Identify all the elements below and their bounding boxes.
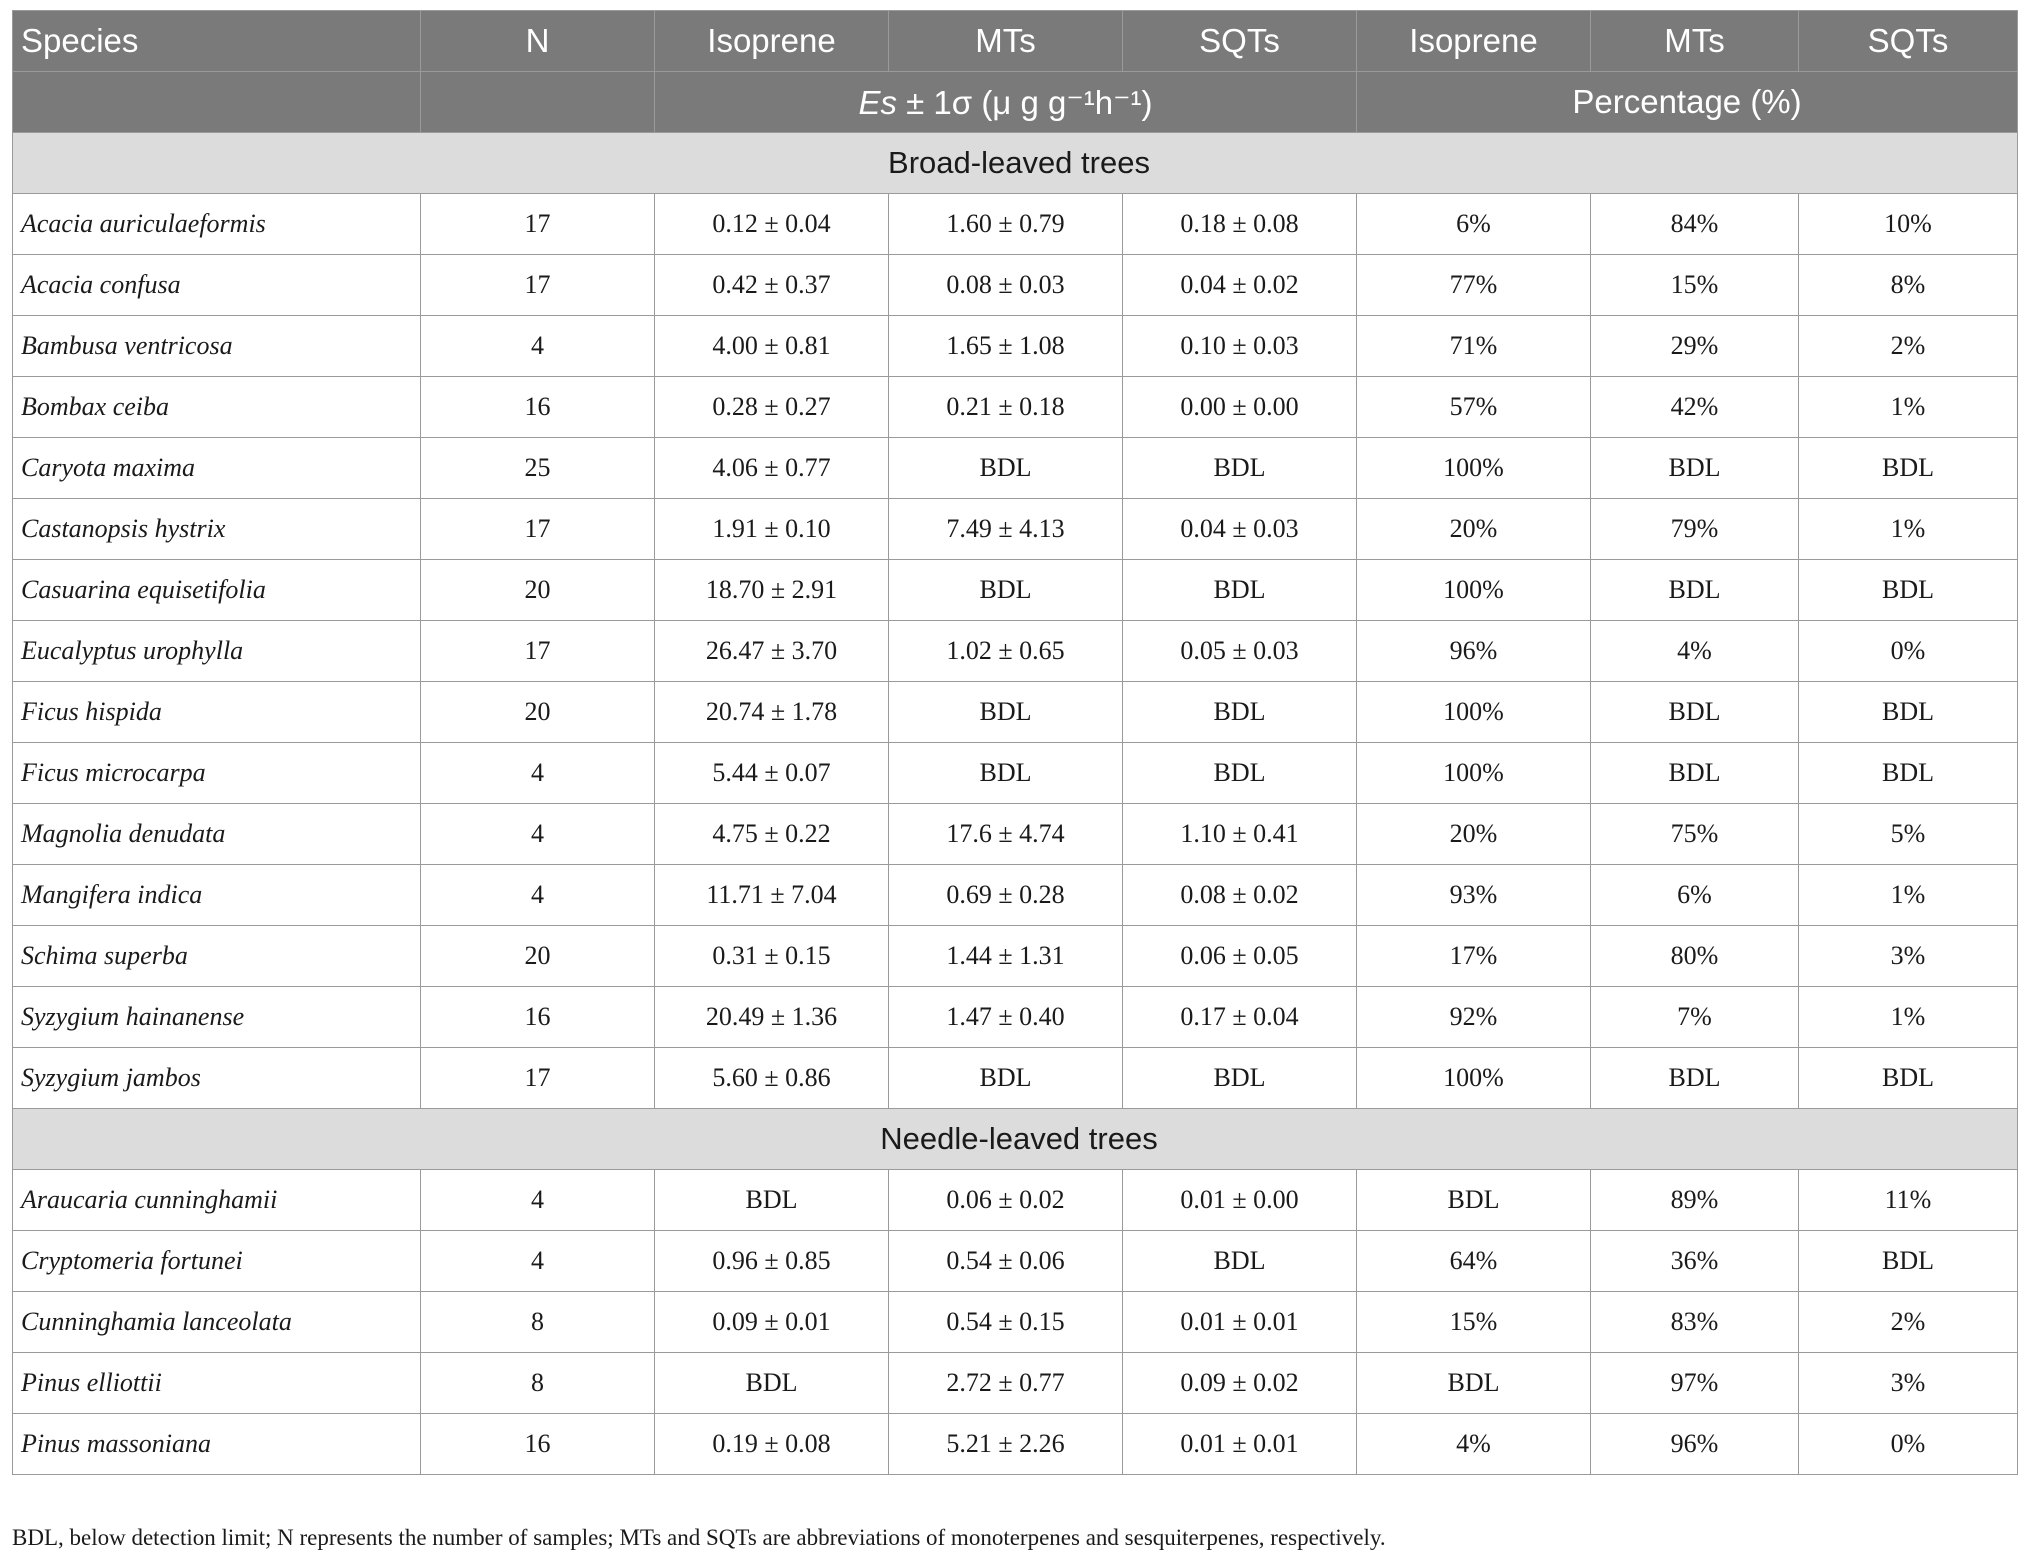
header-row-1	[13, 11, 2018, 72]
n-cell: 8	[421, 1353, 655, 1414]
n-cell: 20	[421, 926, 655, 987]
species-cell: Cunninghamia lanceolata	[13, 1292, 421, 1353]
isoprene-es-cell: 0.96 ± 0.85	[655, 1231, 889, 1292]
sqts-es-cell: 0.09 ± 0.02	[1123, 1353, 1357, 1414]
isoprene-es-cell: 20.74 ± 1.78	[655, 682, 889, 743]
isoprene-pct-cell: 20%	[1357, 499, 1591, 560]
mts-es-cell: BDL	[889, 560, 1123, 621]
sqts-es-cell: 0.01 ± 0.00	[1123, 1170, 1357, 1231]
isoprene-pct-cell: 4%	[1357, 1414, 1591, 1475]
mts-pct-cell: BDL	[1591, 438, 1799, 499]
sqts-es-cell: BDL	[1123, 743, 1357, 804]
isoprene-es-cell: 0.42 ± 0.37	[655, 255, 889, 316]
sqts-es-cell: 0.17 ± 0.04	[1123, 987, 1357, 1048]
isoprene-pct-cell: 71%	[1357, 316, 1591, 377]
sqts-pct-cell: 5%	[1799, 804, 2018, 865]
header-sqts: SQTs	[1123, 11, 1357, 72]
species-cell: Magnolia denudata	[13, 804, 421, 865]
mts-es-cell: 5.21 ± 2.26	[889, 1414, 1123, 1475]
species-cell: Castanopsis hystrix	[13, 499, 421, 560]
isoprene-pct-cell: 93%	[1357, 865, 1591, 926]
mts-es-cell: BDL	[889, 743, 1123, 804]
n-cell: 17	[421, 499, 655, 560]
mts-es-cell: 17.6 ± 4.74	[889, 804, 1123, 865]
species-cell: Cryptomeria fortunei	[13, 1231, 421, 1292]
sqts-es-cell: 0.04 ± 0.03	[1123, 499, 1357, 560]
sqts-pct-cell: BDL	[1799, 1048, 2018, 1109]
group-row	[13, 1109, 2018, 1170]
sqts-pct-cell: BDL	[1799, 1231, 2018, 1292]
table-row	[13, 865, 2018, 926]
isoprene-pct-cell: BDL	[1357, 1170, 1591, 1231]
table-row	[13, 1048, 2018, 1109]
table-row	[13, 377, 2018, 438]
sqts-es-cell: 0.10 ± 0.03	[1123, 316, 1357, 377]
mts-pct-cell: 79%	[1591, 499, 1799, 560]
sqts-es-cell: BDL	[1123, 438, 1357, 499]
sqts-es-cell: 0.05 ± 0.03	[1123, 621, 1357, 682]
header-isoprene: Isoprene	[655, 11, 889, 72]
mts-pct-cell: BDL	[1591, 560, 1799, 621]
mts-pct-cell: 42%	[1591, 377, 1799, 438]
sqts-es-cell: 0.01 ± 0.01	[1123, 1292, 1357, 1353]
table-row	[13, 1231, 2018, 1292]
isoprene-pct-cell: 20%	[1357, 804, 1591, 865]
n-cell: 17	[421, 621, 655, 682]
sqts-pct-cell: BDL	[1799, 438, 2018, 499]
isoprene-pct-cell: 100%	[1357, 560, 1591, 621]
mts-pct-cell: 15%	[1591, 255, 1799, 316]
header-blank	[13, 72, 421, 133]
mts-es-cell: 0.54 ± 0.06	[889, 1231, 1123, 1292]
isoprene-pct-cell: 15%	[1357, 1292, 1591, 1353]
header-percentage: Percentage (%)	[1357, 72, 2018, 133]
isoprene-es-cell: 4.06 ± 0.77	[655, 438, 889, 499]
mts-pct-cell: 75%	[1591, 804, 1799, 865]
sqts-pct-cell: 11%	[1799, 1170, 2018, 1231]
sqts-pct-cell: 3%	[1799, 926, 2018, 987]
species-cell: Casuarina equisetifolia	[13, 560, 421, 621]
n-cell: 4	[421, 865, 655, 926]
mts-pct-cell: 96%	[1591, 1414, 1799, 1475]
isoprene-es-cell: 11.71 ± 7.04	[655, 865, 889, 926]
mts-pct-cell: 97%	[1591, 1353, 1799, 1414]
mts-es-cell: 1.60 ± 0.79	[889, 194, 1123, 255]
n-cell: 4	[421, 316, 655, 377]
isoprene-es-cell: 0.12 ± 0.04	[655, 194, 889, 255]
species-cell: Bombax ceiba	[13, 377, 421, 438]
species-cell: Ficus hispida	[13, 682, 421, 743]
mts-es-cell: 0.69 ± 0.28	[889, 865, 1123, 926]
mts-es-cell: 0.21 ± 0.18	[889, 377, 1123, 438]
group-row	[13, 133, 2018, 194]
sqts-pct-cell: 1%	[1799, 499, 2018, 560]
isoprene-es-cell: 5.44 ± 0.07	[655, 743, 889, 804]
sqts-es-cell: 0.04 ± 0.02	[1123, 255, 1357, 316]
header-es-unit	[655, 72, 1357, 133]
isoprene-es-cell: 18.70 ± 2.91	[655, 560, 889, 621]
es-symbol: Es	[858, 83, 897, 121]
species-cell: Syzygium jambos	[13, 1048, 421, 1109]
sqts-es-cell: 0.00 ± 0.00	[1123, 377, 1357, 438]
n-cell: 25	[421, 438, 655, 499]
mts-es-cell: BDL	[889, 682, 1123, 743]
mts-pct-cell: 80%	[1591, 926, 1799, 987]
isoprene-es-cell: 1.91 ± 0.10	[655, 499, 889, 560]
species-cell: Bambusa ventricosa	[13, 316, 421, 377]
mts-pct-cell: 89%	[1591, 1170, 1799, 1231]
footnote: BDL, below detection limit; N represents the number of samples; MTs and SQTs are abbreviations of monoterpenes and sesquiterpenes, respectively.	[12, 1525, 1386, 1550]
species-cell: Syzygium hainanense	[13, 987, 421, 1048]
isoprene-es-cell: 0.19 ± 0.08	[655, 1414, 889, 1475]
header-sqts-pct: SQTs	[1799, 11, 2018, 72]
sqts-es-cell: BDL	[1123, 1231, 1357, 1292]
mts-pct-cell: 29%	[1591, 316, 1799, 377]
table-row	[13, 1353, 2018, 1414]
mts-pct-cell: 83%	[1591, 1292, 1799, 1353]
isoprene-es-cell: 0.31 ± 0.15	[655, 926, 889, 987]
mts-pct-cell: 84%	[1591, 194, 1799, 255]
emission-table	[12, 10, 2018, 1475]
isoprene-pct-cell: 96%	[1357, 621, 1591, 682]
sqts-es-cell: BDL	[1123, 560, 1357, 621]
sqts-es-cell: 0.08 ± 0.02	[1123, 865, 1357, 926]
mts-es-cell: 0.06 ± 0.02	[889, 1170, 1123, 1231]
mts-es-cell: 1.65 ± 1.08	[889, 316, 1123, 377]
species-cell: Ficus microcarpa	[13, 743, 421, 804]
isoprene-es-cell: 4.00 ± 0.81	[655, 316, 889, 377]
sqts-pct-cell: 0%	[1799, 621, 2018, 682]
sqts-es-cell: 0.01 ± 0.01	[1123, 1414, 1357, 1475]
sqts-es-cell: BDL	[1123, 682, 1357, 743]
sqts-pct-cell: BDL	[1799, 560, 2018, 621]
mts-es-cell: BDL	[889, 438, 1123, 499]
mts-es-cell: 1.44 ± 1.31	[889, 926, 1123, 987]
isoprene-es-cell: 20.49 ± 1.36	[655, 987, 889, 1048]
group-label: Needle-leaved trees	[13, 1109, 2018, 1170]
sqts-pct-cell: 2%	[1799, 316, 2018, 377]
isoprene-es-cell: 4.75 ± 0.22	[655, 804, 889, 865]
sqts-pct-cell: 8%	[1799, 255, 2018, 316]
n-cell: 17	[421, 194, 655, 255]
sqts-es-cell: BDL	[1123, 1048, 1357, 1109]
sqts-es-cell: 1.10 ± 0.41	[1123, 804, 1357, 865]
isoprene-pct-cell: 17%	[1357, 926, 1591, 987]
sqts-es-cell: 0.06 ± 0.05	[1123, 926, 1357, 987]
isoprene-pct-cell: 57%	[1357, 377, 1591, 438]
header-species: Species	[13, 11, 421, 72]
species-cell: Pinus massoniana	[13, 1414, 421, 1475]
n-cell: 16	[421, 987, 655, 1048]
table-row	[13, 1292, 2018, 1353]
table-container	[12, 10, 2017, 1475]
isoprene-pct-cell: BDL	[1357, 1353, 1591, 1414]
species-cell: Pinus elliottii	[13, 1353, 421, 1414]
mts-pct-cell: 4%	[1591, 621, 1799, 682]
species-cell: Eucalyptus urophylla	[13, 621, 421, 682]
n-cell: 17	[421, 1048, 655, 1109]
sqts-pct-cell: 3%	[1799, 1353, 2018, 1414]
sqts-pct-cell: 1%	[1799, 377, 2018, 438]
sqts-es-cell: 0.18 ± 0.08	[1123, 194, 1357, 255]
isoprene-pct-cell: 100%	[1357, 438, 1591, 499]
sqts-pct-cell: 1%	[1799, 987, 2018, 1048]
n-cell: 4	[421, 1170, 655, 1231]
table-row	[13, 682, 2018, 743]
species-cell: Mangifera indica	[13, 865, 421, 926]
isoprene-es-cell: 5.60 ± 0.86	[655, 1048, 889, 1109]
mts-pct-cell: BDL	[1591, 743, 1799, 804]
sqts-pct-cell: 2%	[1799, 1292, 2018, 1353]
mts-es-cell: 1.02 ± 0.65	[889, 621, 1123, 682]
n-cell: 20	[421, 560, 655, 621]
isoprene-pct-cell: 100%	[1357, 682, 1591, 743]
n-cell: 4	[421, 804, 655, 865]
n-cell: 8	[421, 1292, 655, 1353]
n-cell: 16	[421, 377, 655, 438]
isoprene-pct-cell: 6%	[1357, 194, 1591, 255]
table-row	[13, 804, 2018, 865]
header-blank-n	[421, 72, 655, 133]
isoprene-es-cell: 0.28 ± 0.27	[655, 377, 889, 438]
n-cell: 17	[421, 255, 655, 316]
mts-es-cell: 0.54 ± 0.15	[889, 1292, 1123, 1353]
group-label: Broad-leaved trees	[13, 133, 2018, 194]
header-isoprene-pct: Isoprene	[1357, 11, 1591, 72]
n-cell: 16	[421, 1414, 655, 1475]
isoprene-pct-cell: 64%	[1357, 1231, 1591, 1292]
sqts-pct-cell: BDL	[1799, 682, 2018, 743]
isoprene-es-cell: BDL	[655, 1170, 889, 1231]
mts-es-cell: 0.08 ± 0.03	[889, 255, 1123, 316]
es-unit-text: ± 1σ (μ g g⁻¹h⁻¹)	[896, 83, 1153, 121]
isoprene-pct-cell: 100%	[1357, 1048, 1591, 1109]
mts-pct-cell: 36%	[1591, 1231, 1799, 1292]
species-cell: Acacia auriculaeformis	[13, 194, 421, 255]
mts-pct-cell: 7%	[1591, 987, 1799, 1048]
species-cell: Caryota maxima	[13, 438, 421, 499]
table-row	[13, 926, 2018, 987]
n-cell: 20	[421, 682, 655, 743]
species-cell: Schima superba	[13, 926, 421, 987]
table-row	[13, 1414, 2018, 1475]
mts-pct-cell: BDL	[1591, 1048, 1799, 1109]
mts-es-cell: 7.49 ± 4.13	[889, 499, 1123, 560]
sqts-pct-cell: 0%	[1799, 1414, 2018, 1475]
sqts-pct-cell: 10%	[1799, 194, 2018, 255]
mts-es-cell: 2.72 ± 0.77	[889, 1353, 1123, 1414]
table-row	[13, 560, 2018, 621]
mts-es-cell: BDL	[889, 1048, 1123, 1109]
table-row	[13, 255, 2018, 316]
table-row	[13, 1170, 2018, 1231]
isoprene-es-cell: 0.09 ± 0.01	[655, 1292, 889, 1353]
species-cell: Araucaria cunninghamii	[13, 1170, 421, 1231]
isoprene-pct-cell: 92%	[1357, 987, 1591, 1048]
mts-pct-cell: 6%	[1591, 865, 1799, 926]
sqts-pct-cell: 1%	[1799, 865, 2018, 926]
isoprene-es-cell: 26.47 ± 3.70	[655, 621, 889, 682]
header-n: N	[421, 11, 655, 72]
header-mts-pct: MTs	[1591, 11, 1799, 72]
species-cell: Acacia confusa	[13, 255, 421, 316]
table-row	[13, 438, 2018, 499]
table-row	[13, 194, 2018, 255]
table-row	[13, 316, 2018, 377]
n-cell: 4	[421, 743, 655, 804]
mts-pct-cell: BDL	[1591, 682, 1799, 743]
header-mts: MTs	[889, 11, 1123, 72]
mts-es-cell: 1.47 ± 0.40	[889, 987, 1123, 1048]
sqts-pct-cell: BDL	[1799, 743, 2018, 804]
table-row	[13, 621, 2018, 682]
header-row-2	[13, 72, 2018, 133]
n-cell: 4	[421, 1231, 655, 1292]
isoprene-pct-cell: 100%	[1357, 743, 1591, 804]
table-row	[13, 987, 2018, 1048]
table-row	[13, 499, 2018, 560]
table-body	[13, 133, 2018, 1475]
isoprene-pct-cell: 77%	[1357, 255, 1591, 316]
isoprene-es-cell: BDL	[655, 1353, 889, 1414]
table-row	[13, 743, 2018, 804]
